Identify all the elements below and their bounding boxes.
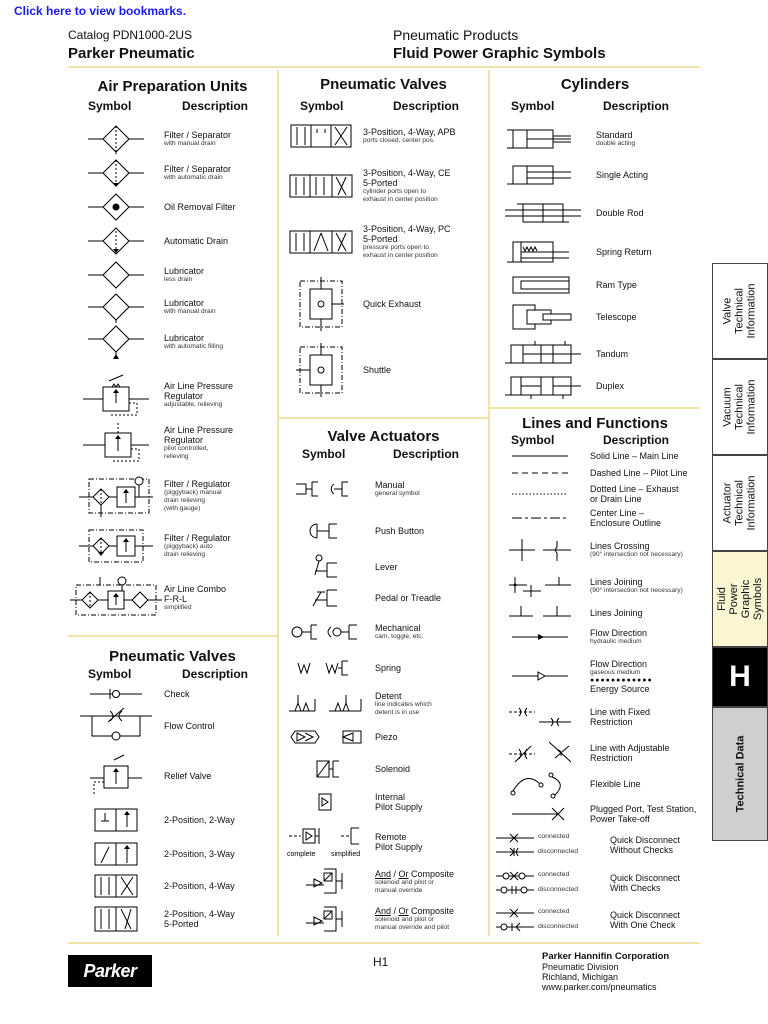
item-name: Lubricator xyxy=(164,333,205,343)
item-sub: with manual drain xyxy=(164,308,216,315)
list-item xyxy=(490,801,700,827)
check-valve-symbol xyxy=(68,686,164,702)
list-item xyxy=(68,122,277,156)
list-item xyxy=(490,506,700,530)
connected-label: connected xyxy=(538,833,570,840)
item-name: 2-Position, 3-Way xyxy=(164,849,235,859)
item-name: Manual xyxy=(375,480,405,490)
piezo-symbol xyxy=(279,727,375,747)
list-item xyxy=(68,840,277,868)
list-item xyxy=(279,553,488,581)
item-sub: (piggyback) manual drain relieving (with gauge) xyxy=(164,489,222,512)
item-name: Lines Crossing xyxy=(590,541,650,551)
list-item xyxy=(68,258,277,292)
pneumatic-valves-title: Pneumatic Valves xyxy=(109,648,236,665)
tab-label: Fluid Power Graphic Symbols xyxy=(716,577,764,621)
item-name: Automatic Drain xyxy=(164,236,229,246)
section-rule xyxy=(490,407,700,409)
footer-rule xyxy=(68,942,700,944)
section-rule xyxy=(68,635,277,637)
or-label: Or xyxy=(398,906,409,916)
symbol-header: Symbol xyxy=(300,99,344,113)
item-name: Standard xyxy=(596,130,633,140)
list-item xyxy=(68,156,277,190)
tab-label: H xyxy=(729,660,751,693)
company-info xyxy=(542,951,669,992)
plugged-port-symbol xyxy=(490,804,590,824)
connected-label: connected xyxy=(538,871,570,878)
list-item xyxy=(68,706,277,746)
item-name: Quick Disconnect With Checks xyxy=(610,873,681,893)
list-item xyxy=(68,372,277,418)
item-sub: simplified xyxy=(164,604,192,611)
list-item xyxy=(68,190,277,224)
cylinder-single-acting-symbol xyxy=(490,162,596,188)
list-item xyxy=(68,224,277,258)
spring-symbol xyxy=(279,657,375,679)
energy-dots: ●●●●●●●●●●●● xyxy=(590,676,653,684)
item-name: Quick Disconnect Without Checks xyxy=(610,835,681,855)
list-item xyxy=(490,738,700,768)
fixed-restriction-symbol xyxy=(490,704,590,730)
item-sub: adjustable, relieving xyxy=(164,401,223,408)
cylinder-double-rod-symbol xyxy=(490,200,596,226)
item-name: Lubricator xyxy=(164,298,205,308)
lines-joining-symbol xyxy=(490,573,590,599)
item-sub: general symbol xyxy=(375,490,420,497)
list-item xyxy=(279,864,488,900)
brand-name: Parker Pneumatic xyxy=(68,45,195,62)
item-sub: with automatic filling xyxy=(164,343,224,350)
item-sub: (piggyback) auto drain relieving xyxy=(164,543,213,558)
item-name: Quick Exhaust xyxy=(363,299,422,309)
list-item xyxy=(490,466,700,480)
list-item xyxy=(490,655,700,697)
item-name: Detent xyxy=(375,691,402,701)
item-name: Spring Return xyxy=(596,247,652,257)
cylinders-title: Cylinders xyxy=(560,76,630,93)
valve-3pos-ce-symbol xyxy=(279,173,363,199)
tab-technical-data[interactable] xyxy=(712,707,768,841)
item-name: Plugged Port, Test Station, Power Take-off xyxy=(590,804,697,824)
item-sub: cam, toggle, etc. xyxy=(375,633,424,640)
list-item xyxy=(490,372,700,400)
item-name: 2-Position, 4-Way xyxy=(164,881,235,891)
cylinder-standard-symbol xyxy=(490,126,596,152)
product-line: Pneumatic Products xyxy=(393,27,519,43)
list-item xyxy=(279,120,488,152)
header-rule xyxy=(68,66,700,68)
item-sub: hydraulic medium xyxy=(590,638,642,645)
item-name: Telescope xyxy=(596,312,637,322)
item-name: Dotted Line – Exhaust or Drain Line xyxy=(590,484,679,504)
item-name: Piezo xyxy=(375,732,398,742)
detent-symbol xyxy=(279,691,375,717)
list-item xyxy=(279,724,488,750)
item-name: 3-Position, 4-Way, PC 5-Ported xyxy=(363,224,451,244)
list-item xyxy=(279,474,488,504)
disconnected-label: disconnected xyxy=(538,923,579,930)
list-item xyxy=(490,160,700,190)
list-item xyxy=(279,585,488,611)
and-or-composite-symbol xyxy=(279,865,375,899)
item-name: Line with Adjustable Restriction xyxy=(590,743,670,763)
remote-pilot-symbol xyxy=(279,824,375,860)
item-sub: (90° intersection not necessary) xyxy=(590,551,683,558)
description-header: Description xyxy=(182,667,249,681)
parker-logo xyxy=(68,955,152,987)
pressure-regulator-symbol xyxy=(68,373,164,417)
list-item xyxy=(68,524,277,568)
item-name: Solid Line – Main Line xyxy=(590,451,679,461)
list-item xyxy=(279,788,488,816)
item-name: Air Line Combo F-R-L xyxy=(164,584,227,604)
cylinder-ram-symbol xyxy=(490,275,596,295)
item-name: Check xyxy=(164,689,190,699)
item-name: Spring xyxy=(375,663,402,673)
item-name: Duplex xyxy=(596,381,625,391)
flexible-line-symbol xyxy=(490,769,590,799)
qd-without-checks-symbol xyxy=(490,830,610,860)
item-name: Filter / Separator xyxy=(164,164,232,174)
list-item xyxy=(68,806,277,834)
item-name: Relief Valve xyxy=(164,771,212,781)
lubricator-symbol xyxy=(68,259,164,291)
item-name: Double Rod xyxy=(596,208,644,218)
lines-functions-title: Lines and Functions xyxy=(522,415,668,432)
solenoid-symbol xyxy=(279,757,375,781)
item-name: Single Acting xyxy=(596,170,649,180)
or-label: Or xyxy=(398,869,409,879)
center-line-symbol xyxy=(490,513,590,523)
page-number: H1 xyxy=(373,955,389,969)
list-item xyxy=(490,830,700,860)
disconnected-label: disconnected xyxy=(538,848,579,855)
tab-label: Actuator Technical Information xyxy=(722,475,758,531)
page-title: Fluid Power Graphic Symbols xyxy=(393,45,606,62)
item-sub: pilot controlled, relieving xyxy=(164,445,209,460)
dashed-line-symbol xyxy=(490,468,590,478)
valve-actuators-title: Valve Actuators xyxy=(327,428,440,445)
oil-removal-filter-symbol xyxy=(68,191,164,223)
cylinder-duplex-symbol xyxy=(490,373,596,399)
internal-pilot-symbol xyxy=(279,790,375,814)
item-name: Lines Joining xyxy=(590,577,643,587)
list-item xyxy=(279,342,488,398)
connected-label: connected xyxy=(538,908,570,915)
filter-separator-manual-symbol xyxy=(68,123,164,155)
list-item xyxy=(490,905,700,935)
tab-label: Technical Data xyxy=(734,735,747,813)
filter-separator-auto-symbol xyxy=(68,157,164,189)
item-sub: gaseous medium xyxy=(590,668,641,676)
list-item xyxy=(490,482,700,506)
push-button-symbol xyxy=(279,520,375,542)
list-item xyxy=(279,220,488,264)
item-sub: double acting xyxy=(596,140,636,147)
list-item xyxy=(490,603,700,623)
item-name: Lines Joining xyxy=(590,608,643,618)
description-header: Description xyxy=(182,99,249,113)
filter-regulator-gauge-symbol xyxy=(68,473,164,519)
list-item xyxy=(279,276,488,332)
item-name: 3-Position, 4-Way, CE 5-Ported xyxy=(363,168,451,188)
list-item xyxy=(68,684,277,704)
list-item xyxy=(279,164,488,208)
item-name: 2-Position, 4-Way 5-Ported xyxy=(164,909,235,929)
item-name: Line with Fixed Restriction xyxy=(590,707,651,727)
symbol-header: Symbol xyxy=(511,99,555,113)
symbol-header: Symbol xyxy=(511,433,555,447)
lubricator-manual-drain-symbol xyxy=(68,291,164,323)
item-sub: (90° intersection not necessary) xyxy=(590,587,683,594)
lines-crossing-symbol xyxy=(490,537,590,563)
valve-2pos-4way-symbol xyxy=(68,873,164,899)
air-prep-title: Air Preparation Units xyxy=(97,78,248,95)
list-item xyxy=(279,755,488,783)
tab-section-h[interactable] xyxy=(712,647,768,707)
adjustable-restriction-symbol xyxy=(490,738,590,768)
quick-exhaust-symbol xyxy=(279,277,363,331)
and-label: And xyxy=(375,906,392,916)
list-item xyxy=(279,824,488,860)
item-name: Flow Direction xyxy=(590,658,648,669)
item-sub: ports closed, center pos. xyxy=(363,137,435,144)
item-name: Internal Pilot Supply xyxy=(375,792,423,812)
item-name: Lubricator xyxy=(164,266,205,276)
pneumatic-valves-title: Pneumatic Valves xyxy=(320,76,447,93)
item-sub: with manual drain xyxy=(164,140,216,147)
item-name: Oil Removal Filter xyxy=(164,202,236,212)
valve-2pos-3way-symbol xyxy=(68,841,164,867)
composite-label: Composite xyxy=(408,869,455,879)
dotted-line-symbol xyxy=(490,489,590,499)
item-name: Air Line Pressure Regulator xyxy=(164,381,234,401)
pilot-regulator-symbol xyxy=(68,421,164,465)
item-sub: pressure ports open to exhaust in center position xyxy=(363,244,438,259)
list-item xyxy=(68,574,277,622)
list-item xyxy=(490,236,700,268)
description-header: Description xyxy=(393,447,460,461)
item-name: Tandum xyxy=(596,349,629,359)
item-name: Lever xyxy=(375,562,398,572)
item-name: Pedal or Treadle xyxy=(375,593,442,603)
item-sub: cylinder ports open to exhaust in center position xyxy=(363,188,438,203)
tab-valve-technical[interactable] xyxy=(712,263,768,359)
list-item xyxy=(490,536,700,564)
list-item xyxy=(490,768,700,800)
list-item xyxy=(279,618,488,646)
item-name: Push Button xyxy=(375,526,425,536)
list-item xyxy=(68,872,277,900)
list-item xyxy=(490,449,700,463)
relief-valve-symbol xyxy=(68,752,164,800)
item-sub: solenoid and pilot or manual override and pilot xyxy=(375,916,450,931)
catalog-number: Catalog PDN1000-2US xyxy=(68,28,193,42)
remote-complete-label: complete xyxy=(287,851,316,858)
list-item xyxy=(490,625,700,649)
list-item xyxy=(490,274,700,296)
disconnected-label: disconnected xyxy=(538,886,579,893)
section-rule xyxy=(279,417,488,419)
manual-actuator-symbol xyxy=(279,478,375,500)
item-name: Solenoid xyxy=(375,764,411,774)
tab-fluid-power-symbols[interactable] xyxy=(712,551,768,647)
slash-label: / xyxy=(391,906,399,916)
valve-3pos-apb-symbol xyxy=(279,123,363,149)
and-or-composite-pilot-symbol xyxy=(279,903,375,935)
list-item xyxy=(68,752,277,800)
pedal-symbol xyxy=(279,586,375,610)
item-name: Energy Source xyxy=(590,683,650,694)
cylinder-spring-return-symbol xyxy=(490,238,596,266)
mechanical-actuator-symbol xyxy=(279,621,375,643)
item-name: Quick Disconnect With One Check xyxy=(610,910,681,930)
and-label: And xyxy=(375,869,392,879)
city: Richland, Michigan xyxy=(542,972,619,982)
item-name: Ram Type xyxy=(596,280,637,290)
item-name: Air Line Pressure Regulator xyxy=(164,425,234,445)
list-item xyxy=(279,686,488,722)
company-name: Parker Hannifin Corporation xyxy=(542,951,670,962)
item-name: Flow Direction xyxy=(590,628,648,638)
symbol-header: Symbol xyxy=(302,447,346,461)
list-item xyxy=(279,518,488,544)
item-name: Dashed Line – Pilot Line xyxy=(590,468,688,478)
qd-with-checks-symbol xyxy=(490,868,610,898)
item-name: 2-Position, 2-Way xyxy=(164,815,235,825)
description-header: Description xyxy=(393,99,460,113)
item-sub: line indicates which detent is in use xyxy=(375,701,432,716)
item-name: Filter / Regulator xyxy=(164,533,231,543)
tab-actuator-technical[interactable] xyxy=(712,455,768,551)
lever-symbol xyxy=(279,553,375,581)
valve-3pos-pc-symbol xyxy=(279,229,363,255)
item-name: Flexible Line xyxy=(590,779,641,789)
flow-control-symbol xyxy=(68,706,164,746)
list-item xyxy=(490,302,700,332)
list-item xyxy=(68,472,277,520)
tab-label: Vacuum Technical Information xyxy=(722,379,758,435)
tab-label: Valve Technical Information xyxy=(722,283,758,339)
item-name: Filter / Regulator xyxy=(164,479,231,489)
list-item xyxy=(68,322,277,362)
list-item xyxy=(68,420,277,466)
logo-text: Parker xyxy=(83,960,137,981)
lubricator-auto-fill-symbol xyxy=(68,323,164,361)
list-item xyxy=(279,654,488,682)
item-name: Shuttle xyxy=(363,365,392,375)
filter-regulator-auto-symbol xyxy=(68,524,164,568)
list-item xyxy=(68,904,277,934)
valve-2pos-4way-5port-symbol xyxy=(68,905,164,933)
composite-label: Composite xyxy=(408,906,455,916)
cylinder-telescope-symbol xyxy=(490,303,596,331)
flow-direction-hydraulic-symbol xyxy=(490,631,590,643)
division: Pneumatic Division xyxy=(542,962,619,972)
list-item xyxy=(490,572,700,600)
list-item xyxy=(279,902,488,936)
list-item xyxy=(490,198,700,228)
list-item xyxy=(490,704,700,730)
item-name: Remote Pilot Supply xyxy=(375,832,423,852)
item-name: Filter / Separator xyxy=(164,130,232,140)
description-header: Description xyxy=(603,433,670,447)
item-name: Center Line – Enclosure Outline xyxy=(590,508,662,528)
list-item xyxy=(490,124,700,154)
solid-line-symbol xyxy=(490,451,590,461)
item-sub: with automatic drain xyxy=(164,174,223,181)
item-sub: less drain xyxy=(164,276,193,283)
view-bookmarks-link[interactable]: Click here to view bookmarks. xyxy=(14,4,187,18)
frl-combo-symbol xyxy=(68,575,164,621)
list-item xyxy=(490,340,700,368)
symbol-header: Symbol xyxy=(88,99,132,113)
item-sub: solenoid and pilot or manual override xyxy=(375,879,435,894)
shuttle-valve-symbol xyxy=(279,343,363,397)
tab-vacuum-technical[interactable] xyxy=(712,359,768,455)
list-item xyxy=(68,290,277,324)
item-name: Flow Control xyxy=(164,721,215,731)
cylinder-tandem-symbol xyxy=(490,341,596,367)
description-header: Description xyxy=(603,99,670,113)
item-name: Mechanical xyxy=(375,623,421,633)
slash-label: / xyxy=(391,869,399,879)
symbol-header: Symbol xyxy=(88,667,132,681)
automatic-drain-symbol xyxy=(68,225,164,257)
valve-2pos-2way-symbol xyxy=(68,807,164,833)
remote-simplified-label: simplified xyxy=(331,851,361,858)
lines-joining-alt-symbol xyxy=(490,604,590,622)
list-item xyxy=(490,868,700,898)
flow-direction-gaseous-symbol xyxy=(490,669,590,683)
item-name: 3-Position, 4-Way, APB xyxy=(363,127,456,137)
qd-one-check-symbol xyxy=(490,905,610,935)
website-link[interactable]: www.parker.com/pneumatics xyxy=(542,982,657,992)
